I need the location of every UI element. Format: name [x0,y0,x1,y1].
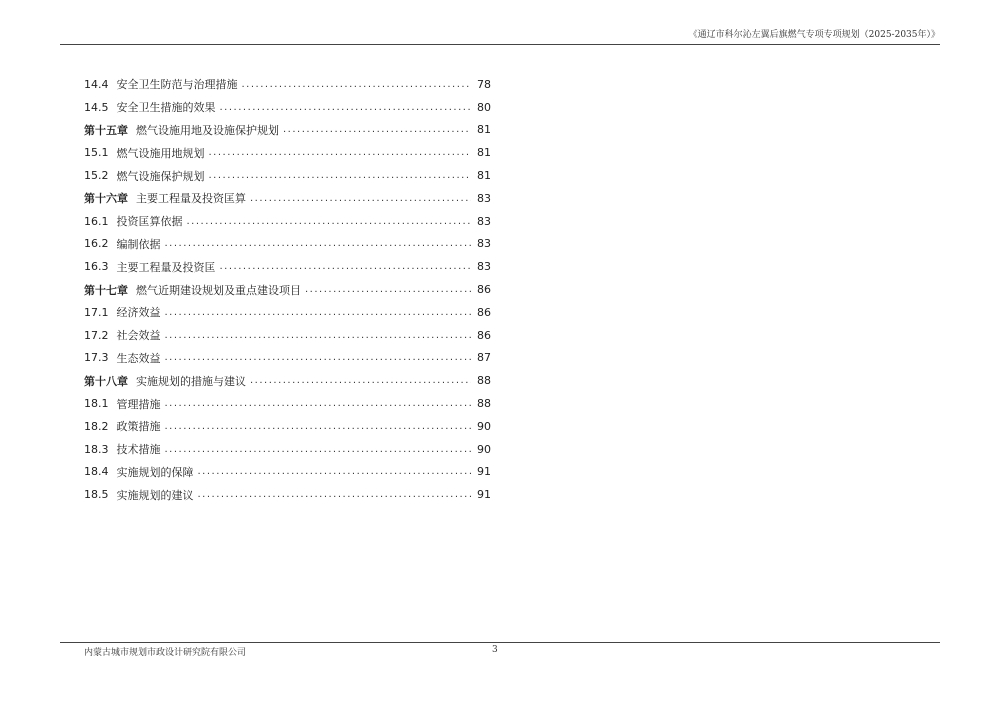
toc-section-entry[interactable] [84,483,491,506]
toc-entry-title: 实施规划的措施与建议 [136,374,246,388]
toc-chapter-entry[interactable] [84,278,491,301]
toc-entry-title: 实施规划的建议 [116,488,194,502]
toc-entry-title: 投资匡算依据 [116,215,183,229]
toc-dot-leader [165,330,472,341]
toc-entry-title: 管理措施 [116,397,161,411]
toc-entry-number: 18.3 [84,442,109,456]
toc-entry-page: 91 [477,488,491,502]
toc-dot-leader [165,398,472,409]
toc-dot-leader [165,307,472,318]
toc-entry-page: 86 [477,283,491,297]
toc-entry-page: 83 [477,260,491,274]
toc-dot-leader [165,421,472,432]
toc-section-entry[interactable] [84,301,491,324]
toc-entry-page: 86 [477,305,491,319]
toc-entry-number: 第十五章 [84,123,128,137]
toc-dot-leader [283,124,471,135]
toc-dot-leader [209,170,472,181]
toc-entry-title: 燃气设施用地规划 [116,146,205,160]
toc-section-entry[interactable] [84,255,491,278]
toc-chapter-entry[interactable] [84,369,491,392]
toc-entry-page: 91 [477,465,491,479]
toc-section-entry[interactable] [84,461,491,484]
toc-entry-page: 83 [477,191,491,205]
toc-entry-title: 政策措施 [116,420,161,434]
toc-entry-title: 编制依据 [116,237,161,251]
toc-dot-leader [305,284,471,295]
toc-entry-number: 18.1 [84,397,109,411]
toc-entry-page: 80 [477,100,491,114]
toc-entry-title: 燃气近期建设规划及重点建设项目 [136,283,301,297]
toc-dot-leader [250,375,471,386]
document-header-title: 《通辽市科尔沁左翼后旗燃气专项专项规划（2025-2035年）》 [688,30,940,40]
toc-entry-page: 83 [477,237,491,251]
toc-entry-page: 88 [477,397,491,411]
toc-entry-title: 生态效益 [116,351,161,365]
toc-entry-number: 18.5 [84,488,109,502]
page-number: 3 [492,645,498,655]
toc-entry-title: 燃气设施用地及设施保护规划 [136,123,279,137]
toc-dot-leader [220,102,472,113]
toc-entry-title: 燃气设施保护规划 [116,169,205,183]
toc-section-entry[interactable] [84,73,491,96]
toc-section-entry[interactable] [84,164,491,187]
toc-entry-page: 86 [477,328,491,342]
toc-entry-number: 第十七章 [84,283,128,297]
footer-organization: 内蒙古城市规划市政设计研究院有限公司 [84,648,247,658]
toc-dot-leader [165,238,472,249]
toc-dot-leader [198,466,472,477]
toc-dot-leader [187,216,472,227]
toc-section-entry[interactable] [84,324,491,347]
toc-entry-title: 安全卫生防范与治理措施 [116,78,238,92]
toc-section-entry[interactable] [84,438,491,461]
toc-entry-page: 81 [477,146,491,160]
toc-entry-number: 第十八章 [84,374,128,388]
toc-section-entry[interactable] [84,96,491,119]
toc-section-entry[interactable] [84,233,491,256]
toc-entry-number: 17.3 [84,351,109,365]
toc-entry-title: 主要工程量及投资匡 [116,260,216,274]
toc-entry-number: 第十六章 [84,192,128,206]
toc-entry-number: 17.2 [84,328,109,342]
toc-entry-number: 16.3 [84,260,109,274]
toc-dot-leader [165,352,472,363]
toc-dot-leader [220,261,472,272]
toc-entry-page: 81 [477,169,491,183]
toc-entry-page: 81 [477,123,491,137]
toc-entry-number: 18.2 [84,419,109,433]
toc-entry-number: 15.2 [84,169,109,183]
toc-entry-title: 技术措施 [116,443,161,457]
toc-entry-page: 88 [477,374,491,388]
toc-entry-page: 90 [477,442,491,456]
table-of-contents [84,73,491,506]
toc-section-entry[interactable] [84,415,491,438]
toc-section-entry[interactable] [84,141,491,164]
toc-dot-leader [242,79,472,90]
toc-entry-number: 17.1 [84,305,109,319]
toc-entry-title: 实施规划的保障 [116,465,194,479]
toc-chapter-entry[interactable] [84,119,491,142]
header-divider [60,44,940,45]
footer-divider [60,642,940,643]
toc-entry-number: 16.2 [84,237,109,251]
toc-entry-page: 78 [477,77,491,91]
toc-entry-page: 83 [477,214,491,228]
toc-entry-number: 15.1 [84,146,109,160]
toc-chapter-entry[interactable] [84,187,491,210]
toc-entry-number: 14.4 [84,77,109,91]
toc-entry-page: 90 [477,419,491,433]
toc-section-entry[interactable] [84,347,491,370]
toc-entry-title: 安全卫生措施的效果 [116,101,216,115]
toc-entry-number: 14.5 [84,100,109,114]
toc-entry-number: 18.4 [84,465,109,479]
toc-dot-leader [209,147,472,158]
toc-entry-title: 主要工程量及投资匡算 [136,192,246,206]
toc-entry-title: 社会效益 [116,329,161,343]
toc-dot-leader [165,444,472,455]
toc-dot-leader [198,489,472,500]
toc-entry-number: 16.1 [84,214,109,228]
toc-entry-title: 经济效益 [116,306,161,320]
toc-entry-page: 87 [477,351,491,365]
toc-section-entry[interactable] [84,392,491,415]
toc-dot-leader [250,193,471,204]
toc-section-entry[interactable] [84,210,491,233]
